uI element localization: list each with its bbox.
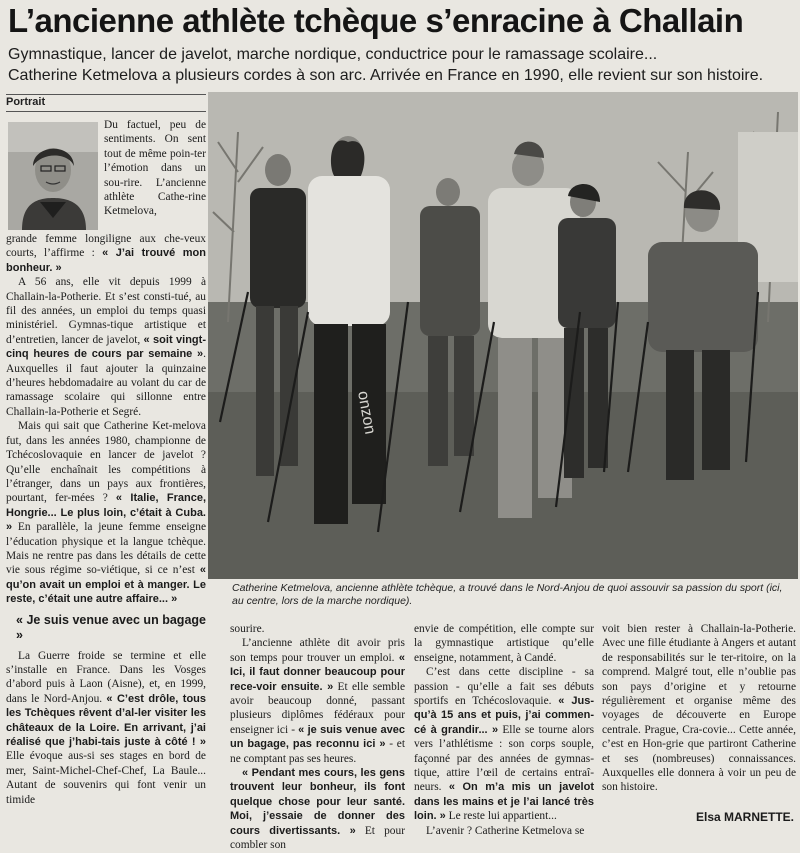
col2-p2-quote: « Ici, il faut donner beaucoup pour rece-voir ensuite. » — [230, 651, 405, 693]
col2-paragraph-1: sourire. — [230, 623, 265, 635]
standfirst-line-1: Gymnastique, lancer de javelot, marche nordique, conductrice pour le ramassage scolaire... — [8, 46, 658, 63]
col2-p2c: Et elle semble avoir beaucoup donné, passant plusieurs diplômes fédéraux pour enseigner ici - — [230, 680, 405, 736]
col2-paragraph-2 — [230, 636, 405, 766]
col3-p2-quote-2: « On m’a mis un javelot dans les mains et je l’ai lancé très loin. » — [414, 781, 594, 823]
col2-p2a: L’ancienne athlète dit avoir pris son temps pour trouver un emploi. — [230, 637, 405, 664]
col1-p3-quote: « Italie, France, Hongrie... Le plus loin, c’était à Cuba. » — [6, 492, 206, 534]
col1-p4c: Elle évoque aus-si ses stages en bord de mer, Saint-Michel-Chef-Chef, La Baule... Autant de souvenirs qui font venir un timide — [6, 750, 206, 806]
column-2 — [230, 622, 405, 853]
svg-text:onzon: onzon — [354, 389, 379, 436]
rubric-label: Portrait — [6, 96, 46, 108]
main-photo — [208, 92, 798, 579]
col3-paragraph-3: L’avenir ? Catherine Ketmelova se — [426, 824, 585, 837]
col1-p2c: . Auxquelles il faut ajouter la quinzaine d’heures hebdomadaire au volant du car de ramassage scolaire qui sillonne entre Challain-la-Potherie et Segré. — [6, 348, 206, 418]
col1-p3-quote-2: « qu’on avait un emploi et à manger. Le reste, c’était une autre affaire... » — [6, 564, 206, 606]
col1-p1a: grande femme longiligne aux che-veux courts, l’affirme : — [6, 233, 206, 260]
rubric-rule — [6, 94, 206, 95]
intro-column — [104, 118, 206, 219]
intro-paragraph: Du factuel, peu de sentiments. On sent tout de même poin-ter l’émotion dans un sou-rire. L’ancienne athlète Cathe-rine Ketmelova, — [104, 119, 206, 218]
author-signature: Elsa MARNETTE. — [696, 810, 795, 824]
subhead: « Je suis venue avec un bagage » — [16, 612, 206, 642]
column-4 — [602, 622, 796, 795]
col1-p2-quote: « soit vingt-cinq heures de cours par semaine » — [6, 333, 206, 361]
col3-paragraph-2 — [414, 665, 594, 823]
col1-paragraph-3 — [6, 419, 206, 606]
col2-p3b: Et pour combler son — [230, 824, 405, 852]
col2-p2e: - et ne comptant pas ses heures. — [230, 738, 405, 765]
standfirst-line-2: Catherine Ketmelova a plusieurs cordes à son arc. Arrivée en France en 1990, elle revient sur son histoire. — [8, 67, 764, 84]
column-1 — [6, 232, 206, 807]
col1-p1-quote: « J’ai trouvé mon bonheur. » — [6, 247, 206, 274]
col3-p2c: Elle se tourne alors vers l’athlétisme : son corps souple, façonné par des années de gymnas-tique, attire l’œil de certains entraî-neurs. — [414, 723, 594, 794]
col1-paragraph-4 — [6, 649, 206, 807]
col1-paragraph-1 — [6, 232, 206, 275]
col2-p3-quote: « Pendant mes cours, les gens trouvent leur bonheur, ils font quelque chose pour leur santé. Moi, j’essaie de donner des cours divertissants. » — [230, 767, 405, 837]
rubric-underline — [6, 111, 206, 112]
col1-p4-quote: « C’est drôle, tous les Tchèques rêvent d’al-ler visiter les châteaux de la Loire. En arrivant, j’ai réalisé que j’habi-tais juste à côté ! » — [6, 692, 206, 748]
col3-p2e: Le reste lui appartient... — [445, 810, 557, 823]
photo-caption: Catherine Ketmelova, ancienne athlète tchèque, a trouvé dans le Nord-Anjou de quoi assouvir sa passion du sport (ici, au centre, lors de la marche nordique). — [232, 582, 783, 607]
col2-p2-quote-2: « je suis venue avec un bagage, pas reconnu ici » — [230, 723, 405, 751]
col3-paragraph-1: envie de compétition, elle compte sur la gymnastique artistique qu’elle enseigne, notamment, à Candé. — [414, 623, 594, 664]
col2-paragraph-3 — [230, 766, 405, 852]
col1-p2a: A 56 ans, elle vit depuis 1999 à Challain-la-Potherie. Et s’est consti-tué, au fil des années, un emploi du temps quasi ministériel. Gymnas-tique artistique et d’entretien, lancer de javelot, — [6, 276, 206, 346]
col1-p3c: En parallèle, la jeune femme enseigne l’éducation physique et la langue tchèque. Mais ne rentre pas dans les détails de cette vie sous régime so-viétique, si ce n’est — [6, 521, 206, 577]
col1-p4a: La Guerre froide se termine et elle s’installe en France. Dans les Vosges d’abord puis à Laon (Aisne), et, en 1999, dans le Nord-Anjou. — [6, 649, 206, 705]
col1-paragraph-2 — [6, 275, 206, 419]
col4-paragraph-1: voit bien rester à Challain-la-Potherie. Avec une fille étudiante à Angers et autant de responsabilités sur le ter-ritoire, on la comprend. Malgré tout, elle n’oublie pas son pays d’origine et y retourne régulièrement et organise même des voyages de découverte en Europe centrale. Prague, Cra-covie... Cette année, c’est en Hon-grie que partiront Catherine et ses (nombreuses) connaissances. Auxquelles elle donnera à voir un peu de son histoire. — [602, 623, 796, 794]
col1-p3a: Mais qui sait que Catherine Ket-melova fut, dans les années 1980, championne de Tchécoslovaquie en lancer de javelot ? Qu’elle enchaînait les compétitions à l’étranger, dans un pays aux frontières, pourtant, fer-mées ? — [6, 420, 206, 505]
col3-p2-quote: « Jus-qu’à 15 ans et puis, j’ai commen-cé à grandir... » — [414, 695, 595, 736]
portrait-photo — [8, 122, 98, 230]
column-3 — [414, 622, 594, 838]
headline: L’ancienne athlète tchèque s’enracine à Challain — [8, 2, 744, 39]
col3-p2a: C’est dans cette discipline - sa passion - qu’elle a fait ses débuts sportifs en Tchécoslovaquie. — [414, 666, 594, 708]
standfirst — [8, 44, 794, 86]
